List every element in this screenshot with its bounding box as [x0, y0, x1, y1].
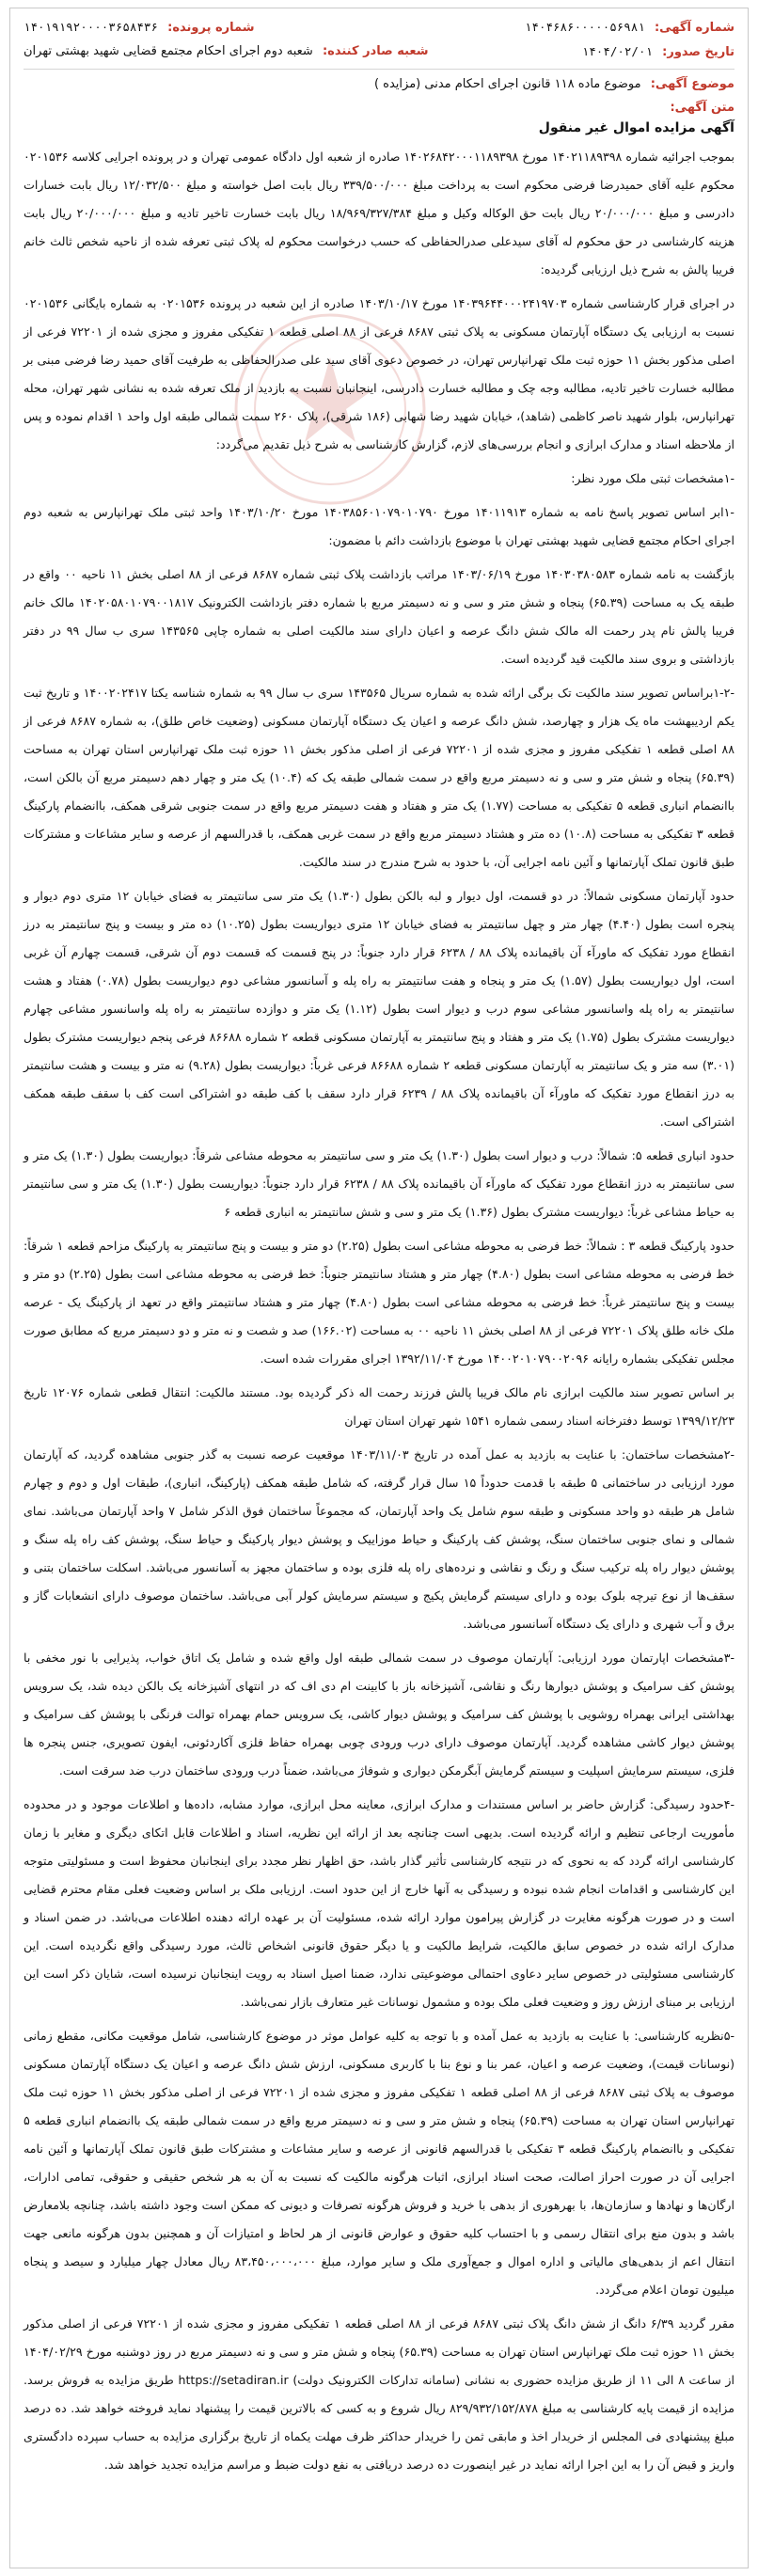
body-paragraph: -۲مشخصات ساختمان: با عنایت به بازدید به عمل آمده در تاریخ ۱۴۰۳/۱۱/۰۳ موقعیت عرصه نسبت به گذر جنوبی مشاهده گردید، که آپارتمان مورد ارزیابی در ساختمانی ۵ طبقه با قدمت حدوداً ۱۵ سال قرار گرفته، که شامل طبقه همکف (پارکینگ، انباری)، طبقات اول و دوم و چهارم شامل هر طبقه دو واحد مسکونی و طبقه سوم شامل یک واحد آپارتمان، که مجموعاً ساختمان فوق الذکر شامل ۷ واحد آپارتمان می‌باشد. نمای شمالی و نمای جنوبی ساختمان سنگ، پوشش کف پارکینگ و حیاط موزاییک و پوشش دیوار پارکینگ و حیاط سنگ، پوشش کف راه پله سنگ و پوشش دیوار راه پله ترکیب سنگ و رنگ و نقاشی و نرده‌های راه پله فلزی بوده و ساختمان مجهز به آسانسور می‌باشد. اسکلت ساختمان بتنی و سقف‌ها از نوع تیرچه بلوک بوده و دارای سیستم گرمایش پکیج و سیستم سرمایش کولر آبی می‌باشد. ساختمان موصوف دارای انشعابات گاز و برق و آب شهری و دارای یک دستگاه آسانسور می‌باشد.: [24, 1447, 735, 1631]
notice-title: آگهی مزایده اموال غیر منقول: [538, 120, 734, 135]
body-label: متن آگهی:: [670, 101, 734, 115]
body-paragraph: -۱-۲براساس تصویر سند مالکیت تک برگی ارائه شده به شماره سریال ۱۴۳۵۶۵ سری ب سال ۹۹ به شماره شناسه یکتا ۱۴۰۰۲۰۲۴۱۷ و تاریخ ثبت یکم اردیبهشت ماه یک هزار و چهارصد، شش دانگ عرصه و اعیان یک دستگاه آپارتمان مسکونی (وضعیت خاص طلق)، به شماره ۸۶۸۷ فرعی از ۸۸ اصلی قطعه ۱ تفکیکی مفروز و مجزی شده از ۷۲۲۰۱ فرعی از اصلی مذکور بخش ۱۱ حوزه ثبت ملک تهرانپارس استان تهران به مساحت (۶۵.۳۹) پنجاه و شش متر و سی و نه دسیمتر مربع واقع در سمت شمالی طبقه یک که (۱۰.۴) یک متر و چهار دهم دسیمتر مربع آن بالکن است، باانضمام انباری قطعه ۵ تفکیکی به مساحت (۱.۷۷) یک متر و هفتاد و هفت دسیمتر مربع واقع در سمت جنوبی شرقی همکف، باانضمام پارکینگ قطعه ۳ تفکیکی به مساحت (۱۰.۸) ده متر و هشتاد دسیمتر مربع واقع در سمت غربی همکف، با قدرالسهم از عرصه و سایر مشاعات و مشترکات طبق قانون تملک آپارتمانها و آئین نامه اجرایی آن، با حدود به شرح مندرج در سند مالکیت.: [24, 686, 735, 869]
issue-date-field: [582, 44, 734, 59]
branch-label: شعبه صادر کننده:: [322, 44, 429, 58]
ad-number-value: ۱۴۰۴۶۸۶۰۰۰۰۰۵۶۹۸۱: [524, 20, 645, 34]
case-number-field: [24, 20, 255, 35]
body-paragraph: مقرر گردید ۶/۳۹ دانگ از شش دانگ پلاک ثبتی ۸۶۸۷ فرعی از ۸۸ اصلی قطعه ۱ تفکیکی مفروز و مجزی شده از ۷۲۲۰۱ فرعی از اصلی مذکور بخش ۱۱ حوزه ثبت ملک تهرانپارس استان تهران به مساحت (۶۵.۳۹) پنجاه و شش متر و سی و نه دسیمتر مربع در روز دوشنبه مورخ ۱۴۰۴/۰۲/۲۹ از ساعت ۸ الی ۱۱ از طریق مزایده حضوری به نشانی (سامانه تدارکات الکترونیک دولت) https://setadiran.ir طریق مزایده به فروش برسد. مزایده از قیمت پایه کارشناسی به مبلغ ۸۲۹/۹۳۲/۱۵۲/۸۷۸ ریال شروع و به کسی که بالاترین قیمت را پیشنهاد نماید فروخته خواهد شد. ده درصد مبلغ پیشنهادی فی المجلس از خریدار اخذ و مابقی ثمن را خریدار حداکثر ظرف مهلت یکماه از تاریخ برگزاری مزایده به حساب سپرده دادگستری واریز و قبض آن را به این اجرا ارائه نماید در غیر اینصورت ده درصد دریافتی به نفع دولت ضبط و مراسم مزایده تجدید خواهد شد.: [24, 2316, 734, 2472]
body-paragraph: حدود پارکینگ قطعه ۳ : شمالاً: خط فرضی به محوطه مشاعی است بطول (۲.۲۵) دو متر و بیست و پنج سانتیمتر به پارکینگ مزاحم قطعه ۱ شرقاً: خط فرضی به محوطه مشاعی است بطول (۴.۸۰) چهار متر و هشتاد سانتیمتر جنوباً: خط فرضی به محوطه مشاعی است بطول (۲.۲۵) دو متر و بیست و پنج سانتیمتر غرباً: خط فرضی به محوطه مشاعی است بطول (۴.۸۰) چهار متر و هشتاد سانتیمتر واقع در تعهد از پارکینگ یک - عرصه ملک خانه طلق پلاک ۷۲۲۰۱ فرعی از ۸۸ اصلی بخش ۱۱ ناحیه ۰۰ به مساحت (۱۶۶.۰۲) صد و شصت و نه متر و دو دسیمتر مربع که مطابق صورت مجلس تفکیکی بشماره رایانه ۱۴۰۰۲۰۱۰۷۹۰۰۲۰۹۶ مورخ ۱۳۹۲/۱۱/۰۴ اجرای مقررات شده است.: [24, 1239, 734, 1366]
body-paragraph: حدود آپارتمان مسکونی شمالاً: در دو قسمت، اول دیوار و لبه بالکن بطول (۱.۳۰) یک متر سی سانتیمتر به فضای خیابان ۱۲ متری دوم دیوار و پنجره است بطول (۴.۴۰) چهار متر و چهل سانتیمتر به فضای خیابان ۱۲ متری دیواریست بطول (۱۰.۲۵) ده متر و بیست و پنج سانتیمتر به درز انقطاع مورد تفکیک که ماورآء آن باقیمانده پلاک ۸۸ / ۶۲۳۸ قرار دارد جنوباً: در پنج قسمت که قسمت دوم آن شرقی، قسمت چهارم آن غربی است، اول دیواریست بطول (۱.۵۷) یک متر و پنجاه و هفت سانتیمتر به راه پله و آسانسور مشاعی دوم دیواریست بطول (۰.۷۸) هفتاد و هشت سانتیمتر به راه پله واسانسور مشاعی سوم درب و دیوار است بطول (۱.۱۲) یک متر و دوازده سانتیمتر به راه پله واسانسور مشاعی چهارم دیواریست مشترک بطول (۱.۷۵) یک متر و هفتاد و پنج سانتیمتر به آپارتمان مسکونی قطعه ۲ شماره ۸۶۶۸۸ فرعی پنجم دیواریست مشترک بطول (۳.۰۱) سه متر و یک سانتیمتر به آپارتمان مسکونی قطعه ۲ شماره ۸۶۶۸۸ فرعی غرباً: دیواریست بطول (۹.۲۸) نه متر و بیست و هشت سانتیمتر به درز انقطاع مورد تفکیک که ماورآء آن باقیمانده پلاک ۸۸ / ۶۲۳۹ قرار دارد سقف با کف طبقه دو اشتراکی است کف با سقف طبقه همکف اشتراکی است.: [24, 889, 735, 1129]
body-paragraph: حدود انباری قطعه ۵: شمالاً: درب و دیوار است بطول (۱.۳۰) یک متر و سی سانتیمتر به محوطه مشاعی شرقاً: دیواریست بطول (۱.۳۰) یک متر و سی سانتیمتر به درز انقطاع مورد تفکیک که ماورآء آن باقیمانده پلاک ۸۸ / ۶۲۳۸ قرار دارد جنوباً: دیواریست بطول (۱.۳۰) یک متر و سی سانتیمتر به حیاط مشاعی غرباً: دیواریست مشترک بطول (۱.۳۶) یک متر و سی و شش سانتیمتر به انباری قطعه ۶: [24, 1148, 735, 1219]
body-paragraph: -۵نظریه کارشناسی: با عنایت به بازدید به عمل آمده و با توجه به کلیه عوامل موثر در موضوع کارشناسی، شامل موقعیت مکانی، مقطع زمانی (نوسانات قیمت)، وضعیت عرصه و اعیان، عمر بنا و نوع بنا با کاربری مسکونی، ارزش شش دانگ عرصه و اعیان یک دستگاه آپارتمان مسکونی موصوف به پلاک ثبتی ۸۶۸۷ فرعی از ۸۸ اصلی قطعه ۱ تفکیکی مفروز و مجزی شده از ۷۲۲۰۱ فرعی از اصلی مذکور بخش ۱۱ حوزه ثبت ملک تهرانپارس استان تهران به مساحت (۶۵.۳۹) پنجاه و شش متر و سی و نه دسیمتر مربع واقع در سمت شمالی طبقه یک باانضمام انباری قطعه ۵ تفکیکی و باانضمام پارکینگ قطعه ۳ تفکیکی با قدرالسهم قانونی از عرصه و سایر مشاعات و مشترکات طبق قانون تملک آپارتمانها و آئین نامه اجرایی آن در صورت احراز اصالت، صحت اسناد ابرازی، اثبات هرگونه مالکیت که نسبت به آن به هر شخص حقیقی و حقوقی، تمامی ادارات، ارگان‌ها و نهادها و سازمان‌ها، با بهرهوری از بدهی با خرید و فروش هرگونه تصرفات و دیونی که ممکن است وجود داشته باشد، چنانچه بلامعارض باشد و بدون منع برای انتقال رسمی و با احتساب کلیه حقوق و عوارض قانونی از هر لحاظ و امتیازات آن و همچنین بدون هرگونه مانعی جهت انتقال اعم از بدهی‌های مالیاتی و اداره اموال و جمع‌آوری ملک و سایر موارد، مبلغ ۸۳،۴۵۰،۰۰۰،۰۰۰ ریال معادل چهار میلیارد و سیصد و پنجاه میلیون تومان اعلام می‌گردد.: [24, 2029, 735, 2297]
body-paragraph: بر اساس تصویر سند مالکیت ابرازی نام مالک فریبا پالش فرزند رحمت اله ذکر گردیده بود. مستند مالکیت: انتقال قطعی شماره ۱۲۰۷۶ تاریخ ۱۳۹۹/۱۲/۲۳ توسط دفترخانه اسناد رسمی شماره ۱۵۴۱ شهر تهران استان تهران: [24, 1385, 734, 1428]
subject-text: موضوع ماده ۱۱۸ قانون اجرای احکام مدنی (مزایده ): [373, 77, 641, 91]
ad-number-label: شماره آگهی:: [654, 21, 734, 35]
header-row-1: [24, 20, 734, 35]
branch-value: شعبه دوم اجرای احکام مجتمع قضایی شهید بهشتی تهران: [24, 44, 313, 58]
branch-field: [24, 44, 429, 59]
body-paragraph: در اجرای قرار کارشناسی شماره ۱۴۰۳۹۶۴۴۰۰۰۲۴۱۹۷۰۳ مورخ ۱۴۰۳/۱۰/۱۷ صادره از این شعبه در پرونده ۰۲۰۱۵۳۶ به شماره بایگانی ۰۲۰۱۵۳۶ نسبت به ارزیابی یک دستگاه آپارتمان مسکونی به پلاک ثبتی ۸۶۸۷ فرعی از ۸۸ اصلی قطعه ۱ تفکیکی مفروز و مجزی شده از ۷۲۲۰۱ فرعی از اصلی مذکور بخش ۱۱ حوزه ثبت ملک تهرانپارس تهران، در خصوص دعوی آقای سید علی صدرالحفاظی به طرفیت آقای حمید رضا فرضی مبنی بر مطالبه خسارت تاخیر تادیه، مطالبه وجه چک و مطالبه خسارت دادرسی، اینجانبان نسبت به بازدید از ملک تعرفه شده به نشانی شهر تهران، محله تهرانپارس، بلوار شهید ناصر کاظمی (شاهد)، خیابان شهید رضا شهابی (۱۸۶ شرقی)، پلاک ۲۶۰ سمت شمالی طبقه اول واحد ۱ اقدام نموده و پس از ملاحظه اسناد و مدارک ابرازی و انجام بررسی‌های لازم، گزارش کارشناسی به شرح ذیل تقدیم می‌گردد:: [24, 296, 734, 451]
issue-date-value: ۱۴۰۴/۰۲/۰۱: [581, 44, 653, 58]
header-row-2: [24, 44, 734, 59]
subject-label: موضوع آگهی:: [650, 77, 734, 91]
body-paragraph: -۳مشخصات اپارتمان مورد ارزیابی: آپارتمان موصوف در سمت شمالی طبقه اول واقع شده و شامل یک اتاق خواب، پذیرایی با نور مخفی با پوشش کف سرامیک و پوشش دیوارها رنگ و نقاشی، آشپزخانه باز با کابینت ام دی اف که در انتهای آشپزخانه یک بالکن دیده شد، یک سرویس بهداشتی ایرانی بهمراه روشویی با پوشش کف سرامیک و پوشش دیوار کاشی، یک سرویس حمام بهمراه توالت فرنگی با پوشش کف سرامیک و پوشش دیوار کاشی مشاهده گردید. آپارتمان موصوف دارای درب ورودی چوبی بهمراه حفاظ فلزی آکاردئونی، ایفون تصویری، جنس پنجره ها فلزی، سیستم سرمایش اسپلیت و سیستم گرمایش آبگرمکن دیواری و شوفاژ می‌باشد، ضمناً درب ورودی ساختمان درب ضد سرقت است.: [24, 1651, 734, 1778]
subject-row: [24, 77, 734, 91]
body-paragraph: -۴حدود رسیدگی: گزارش حاضر بر اساس مستندات و مدارک ابرازی، معاینه محل ابرازی، موارد مشابه، داده‌ها و اطلاعات موجود و در محدوده مأموریت ارجاعی تنظیم و ارائه گردیده است. بدیهی است چنانچه بعد از ارائه این نظریه، اسناد و اطلاعات قابل اتکای دیگری و مغایر با زمان کارشناسی ارائه گردد که به نحوی که در نتیجه کارشناسی تأثیر گذار باشد، حق اظهار نظر مجدد برای اینجانبان محفوظ است و مسئولیتی متوجه این کارشناسی و اقدامات انجام شده نبوده و رسیدگی به آنها خارج از این حدود است. ارزیابی ملک بر اساس وضعیت فعلی مقام محترم قضایی است و در صورت هرگونه مغایرت در گزارش پیرامون موارد ارائه شده، مسئولیت آن بر عهده ارائه دهنده اطلاعات می‌باشد. در ضمن اسناد و مدارک ارائه شده در خصوص سابق مالکیت، شرایط مالکیت و یا دیگر حقوق قانونی اشخاص ثالث، مورد رسیدگی واقع نگردیده است. این کارشناسی مسئولیتی در خصوص سایر دعاوی احتمالی موضوعیتی ندارد، ضمنا اصیل اسناد به رویت اینجانبان نرسیده است، شایان ذکر است این ارزیابی بر مبنای ارزش روز و وضعیت فعلی ملک بوده و مشمول نوسانات غیر متعارف بازار نمی‌باشد.: [24, 1797, 734, 2009]
body-paragraph: بموجب اجرائیه شماره ۱۴۰۲۱۱۸۹۳۹۸ مورخ ۱۴۰۲۶۸۴۲۰۰۰۱۱۸۹۳۹۸ صادره از شعبه اول دادگاه عمومی تهران و در پرونده اجرایی کلاسه ۰۲۰۱۵۳۶ محکوم علیه آقای حمیدرضا فرضی محکوم است به پرداخت مبلغ ۳۳۹/۵۰۰/۰۰۰ ریال بابت اصل خواسته و مبلغ ۱۲/۰۳۲/۵۰۰ ریال بابت خسارات دادرسی و مبلغ ۲۰/۰۰۰/۰۰۰ ریال بابت حق الوکاله وکیل و مبلغ ۱۸/۹۶۹/۳۲۷/۳۸۴ ریال بابت خسارت تاخیر تادیه و مبلغ ۲۰/۰۰۰/۰۰۰ ریال بابت هزینه کارشناسی در حق محکوم له آقای سیدعلی صدرالحفاظی که حسب درخواست محکوم له پلاک ثبتی تعرفه شده از ناحیه شخص ثالث خانم فریبا پالش به شرح ذیل ارزیابی گردیده:: [24, 150, 735, 277]
body-text: [24, 143, 734, 2479]
case-number-value: ۱۴۰۱۹۱۹۲۰۰۰۰۳۶۵۸۴۳۶: [24, 20, 158, 34]
divider: [24, 69, 734, 70]
case-number-label: شماره پرونده:: [167, 21, 255, 35]
ad-number-field: [525, 20, 734, 35]
body-paragraph: -۱ابر اساس تصویر پاسخ نامه به شماره ۱۴۰۱۱۹۱۳ مورخ ۱۴۰۳۸۵۶۰۱۰۷۹۰۱۰۷۹۰ مورخ ۱۴۰۳/۱۰/۲۰ واحد ثبتی ملک تهرانپارس به شعبه دوم اجرای احکام مجتمع قضایی شهید بهشتی تهران با موضوع بازداشت دائم با مضمون:: [24, 505, 734, 547]
issue-date-label: تاریخ صدور:: [662, 45, 734, 59]
body-paragraph: -۱مشخصات ثبتی ملک مورد نظر:: [571, 471, 734, 485]
body-paragraph: بازگشت به نامه شماره ۱۴۰۳۰۳۸۰۵۸۳ مورخ ۱۴۰۳/۰۶/۱۹ مراتب بازداشت پلاک ثبتی شماره ۸۶۸۷ فرعی از ۸۸ اصلی بخش ۱۱ ناحیه ۰۰ واقع در طبقه یک به مساحت (۶۵.۳۹) پنجاه و شش متر و سی و نه دسیمتر مربع با شماره دفتر بازداشت الکترونیک ۱۴۰۲۰۵۸۰۱۰۷۹۰۰۱۸۱۷ مالک خانم فریبا پالش نام پدر رحمت اله مالک شش دانگ عرصه و اعیان دارای سند مالکیت اصلی به شماره چاپی ۱۴۳۵۶۵ سری ب سال ۹۹ در دفتر بازداشتی و بروی سند مالکیت قید گردیده است.: [24, 567, 734, 666]
notice-document: [9, 8, 749, 2568]
